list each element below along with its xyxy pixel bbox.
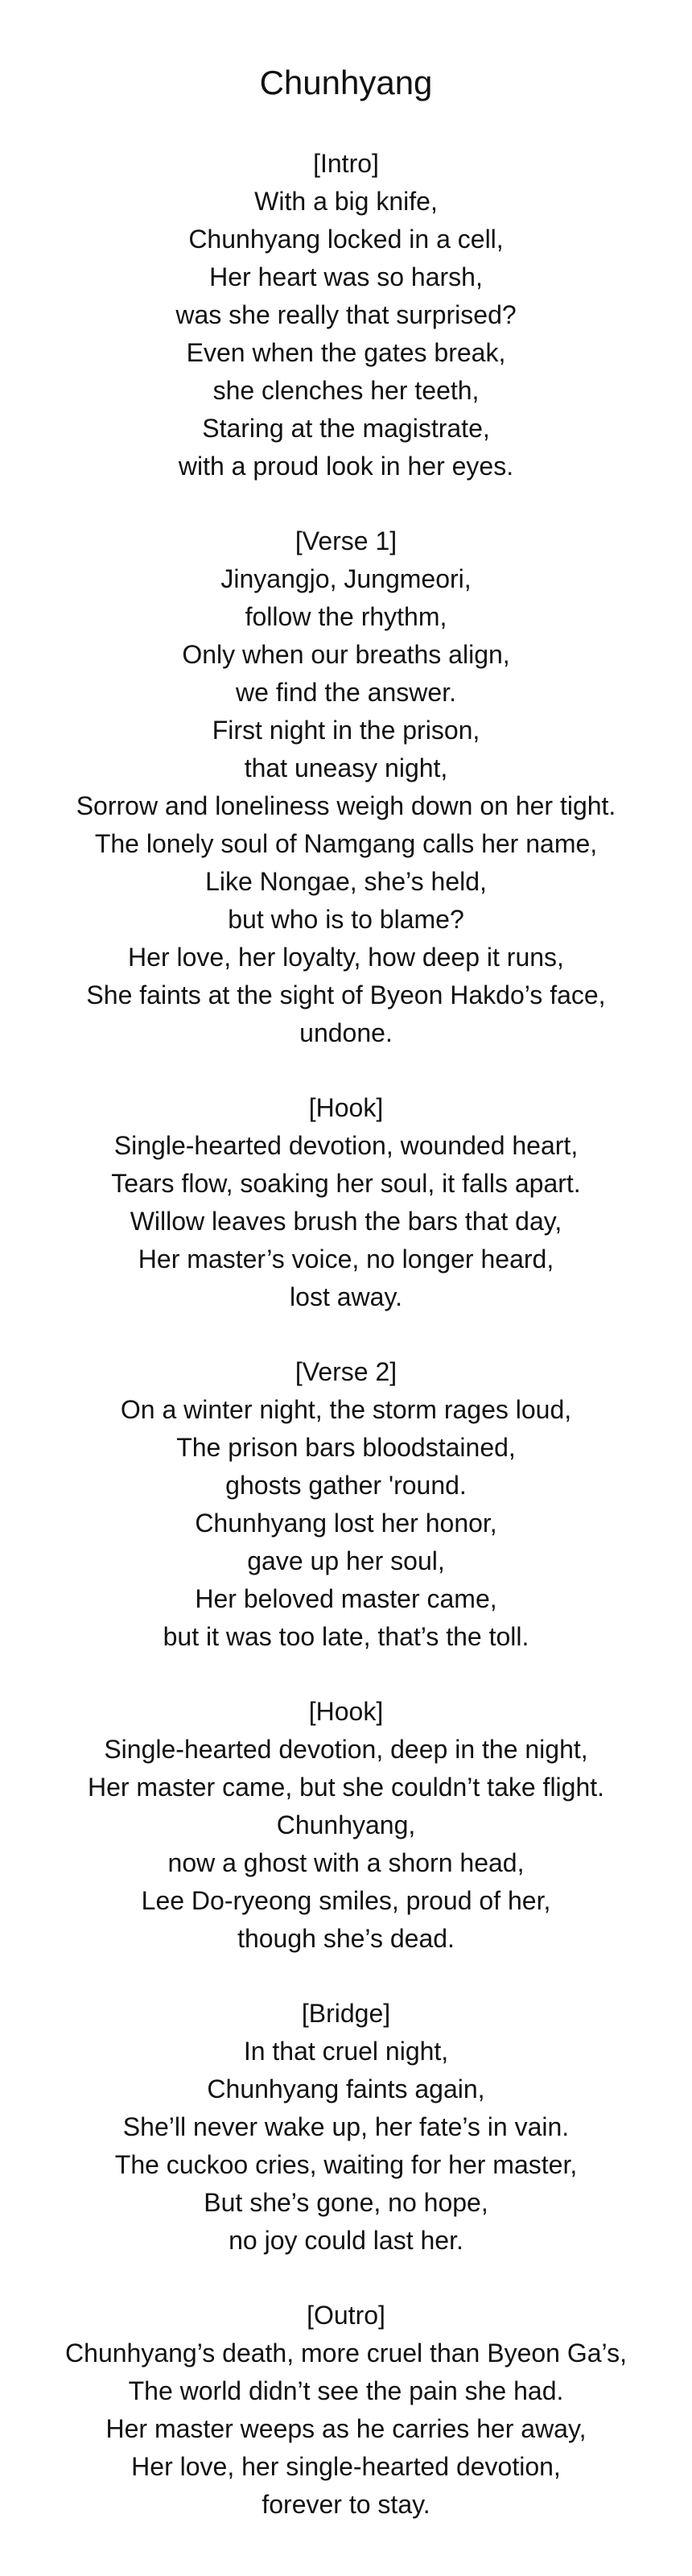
lyric-line: lost away. <box>290 1282 402 1311</box>
lyric-line: The lonely soul of Namgang calls her name, <box>94 829 598 858</box>
lyric-line: though she’s dead. <box>237 1924 455 1953</box>
lyrics-section <box>0 1995 692 2260</box>
lyrics-section <box>0 2297 692 2524</box>
lyric-line: Staring at the magistrate, <box>202 414 490 443</box>
lyric-line: now a ghost with a shorn head, <box>167 1848 525 1877</box>
lyric-line: In that cruel night, <box>243 2037 449 2066</box>
lyric-line: Only when our breaths align, <box>182 640 510 669</box>
lyric-line: Her master’s voice, no longer heard, <box>138 1245 554 1274</box>
section-label: [Bridge] <box>301 1999 391 2028</box>
lyric-line: but it was too late, that’s the toll. <box>163 1622 529 1651</box>
lyric-line: The world didn’t see the pain she had. <box>128 2376 564 2405</box>
section-label: [Hook] <box>308 1697 384 1726</box>
lyric-line: Chunhyang locked in a cell, <box>188 225 504 254</box>
lyric-line: gave up her soul, <box>247 1546 445 1575</box>
lyric-line: Even when the gates break, <box>186 338 506 367</box>
lyric-line: Her heart was so harsh, <box>209 262 483 291</box>
lyric-line: Jinyangjo, Jungmeori, <box>220 564 472 593</box>
lyric-line: follow the rhythm, <box>245 602 447 631</box>
lyric-line: Chunhyang, <box>276 1810 416 1839</box>
lyric-line: she clenches her teeth, <box>212 376 480 405</box>
lyric-line: But she’s gone, no hope, <box>204 2188 488 2217</box>
lyric-line: First night in the prison, <box>212 716 480 745</box>
lyric-line: Single-hearted devotion, deep in the night, <box>104 1735 588 1764</box>
lyric-line: Chunhyang lost her honor, <box>195 1509 497 1538</box>
lyric-line: With a big knife, <box>254 187 438 216</box>
lyric-line: Like Nongae, she’s held, <box>205 867 487 896</box>
lyric-line: with a proud look in her eyes. <box>178 452 514 481</box>
lyrics-body <box>0 145 692 2524</box>
lyrics-section <box>0 522 692 1052</box>
section-label: [Verse 2] <box>295 1357 397 1386</box>
lyric-line: Chunhyang’s death, more cruel than Byeon Ga’s, <box>65 2339 627 2368</box>
lyric-line: that uneasy night, <box>244 753 448 782</box>
lyric-line: Her love, her single-hearted devotion, <box>131 2452 561 2481</box>
lyric-line: but who is to blame? <box>228 905 464 934</box>
lyric-line: The prison bars bloodstained, <box>176 1433 516 1462</box>
lyric-line: Lee Do-ryeong smiles, proud of her, <box>141 1886 551 1915</box>
lyric-line: we find the answer. <box>236 678 456 707</box>
lyric-line: Tears flow, soaking her soul, it falls apart. <box>111 1169 581 1198</box>
lyric-line: Chunhyang faints again, <box>207 2074 485 2103</box>
lyric-line: On a winter night, the storm rages loud, <box>120 1395 572 1424</box>
section-label: [Intro] <box>313 149 379 178</box>
lyric-line: She faints at the sight of Byeon Hakdo’s face, <box>86 980 606 1009</box>
song-title: Chunhyang <box>259 64 433 101</box>
lyric-line: Her master weeps as he carries her away, <box>105 2414 587 2443</box>
lyric-line: Her love, her loyalty, how deep it runs, <box>128 943 564 972</box>
lyric-line: Her master came, but she couldn’t take flight. <box>87 1773 605 1802</box>
lyric-line: no joy could last her. <box>229 2226 463 2255</box>
lyrics-section <box>0 145 692 485</box>
lyric-line: was she really that surprised? <box>175 300 517 329</box>
section-label: [Verse 1] <box>295 526 397 555</box>
lyrics-section <box>0 1353 692 1656</box>
lyrics-section <box>0 1693 692 1958</box>
lyric-line: Willow leaves brush the bars that day, <box>130 1207 562 1236</box>
section-label: [Hook] <box>308 1093 384 1122</box>
lyric-line: Sorrow and loneliness weigh down on her tight. <box>76 791 616 820</box>
lyric-line: ghosts gather 'round. <box>225 1471 467 1500</box>
lyric-line: undone. <box>299 1018 393 1047</box>
lyric-line: Single-hearted devotion, wounded heart, <box>113 1131 579 1160</box>
lyric-line: Her beloved master came, <box>195 1584 497 1613</box>
lyric-line: forever to stay. <box>262 2490 430 2519</box>
lyric-line: The cuckoo cries, waiting for her master, <box>114 2150 578 2179</box>
lyrics-section <box>0 1089 692 1316</box>
lyric-line: She’ll never wake up, her fate’s in vain. <box>122 2112 570 2141</box>
section-label: [Outro] <box>307 2301 385 2330</box>
